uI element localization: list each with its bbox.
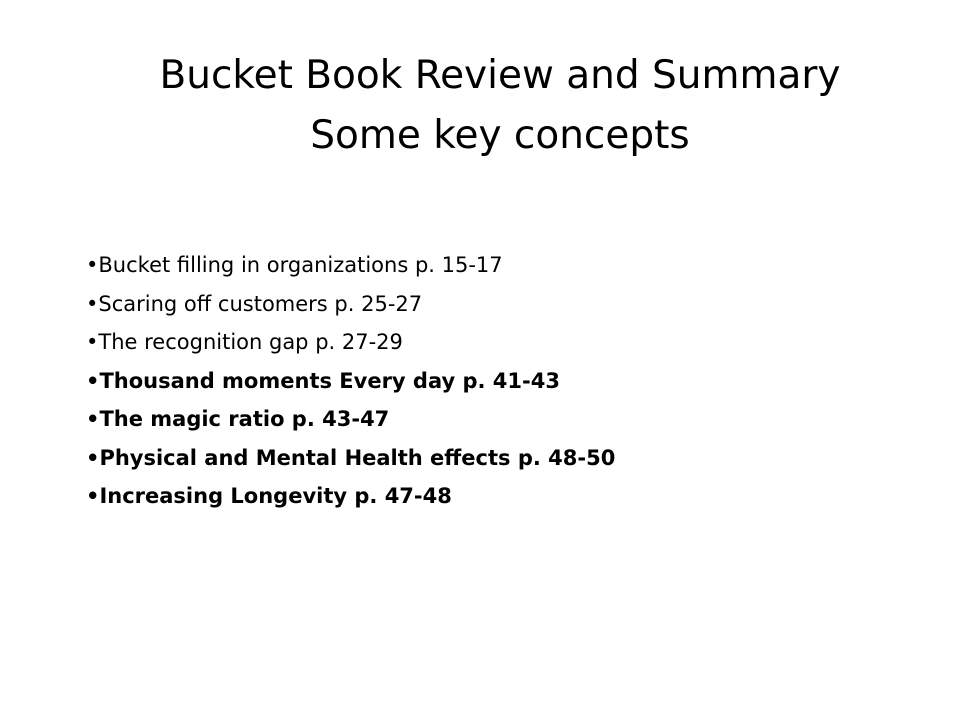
bullet-item bbox=[86, 362, 615, 401]
title-line-2: Some key concepts bbox=[310, 113, 690, 158]
bullet-item bbox=[86, 246, 615, 285]
bullet-dot: • bbox=[86, 291, 99, 316]
bullet-item bbox=[86, 323, 615, 362]
bullet-list bbox=[86, 246, 615, 516]
bullet-text: The magic ratio p. 43-47 bbox=[99, 407, 390, 431]
bullet-dot: • bbox=[86, 330, 99, 354]
bullet-text: Increasing Longevity p. 47-48 bbox=[99, 484, 452, 508]
bullet-text: Scaring off customers p. 25-27 bbox=[98, 291, 423, 316]
bullet-text: Physical and Mental Health effects p. 48-50 bbox=[99, 445, 616, 470]
bullet-dot: • bbox=[86, 253, 99, 277]
bullet-text: The recognition gap p. 27-29 bbox=[98, 330, 403, 354]
bullet-dot: • bbox=[86, 407, 100, 431]
bullet-text: Bucket filling in organizations p. 15-17 bbox=[98, 253, 503, 277]
bullet-item bbox=[86, 477, 615, 516]
title-line-1: Bucket Book Review and Summary bbox=[159, 53, 841, 98]
bullet-item bbox=[86, 400, 615, 439]
slide-title bbox=[0, 46, 960, 166]
bullet-dot: • bbox=[86, 445, 100, 470]
bullet-item bbox=[86, 439, 615, 478]
bullet-dot: • bbox=[86, 368, 100, 393]
bullet-item bbox=[86, 285, 615, 324]
bullet-text: Thousand moments Every day p. 41-43 bbox=[99, 368, 560, 393]
bullet-dot: • bbox=[86, 484, 100, 508]
